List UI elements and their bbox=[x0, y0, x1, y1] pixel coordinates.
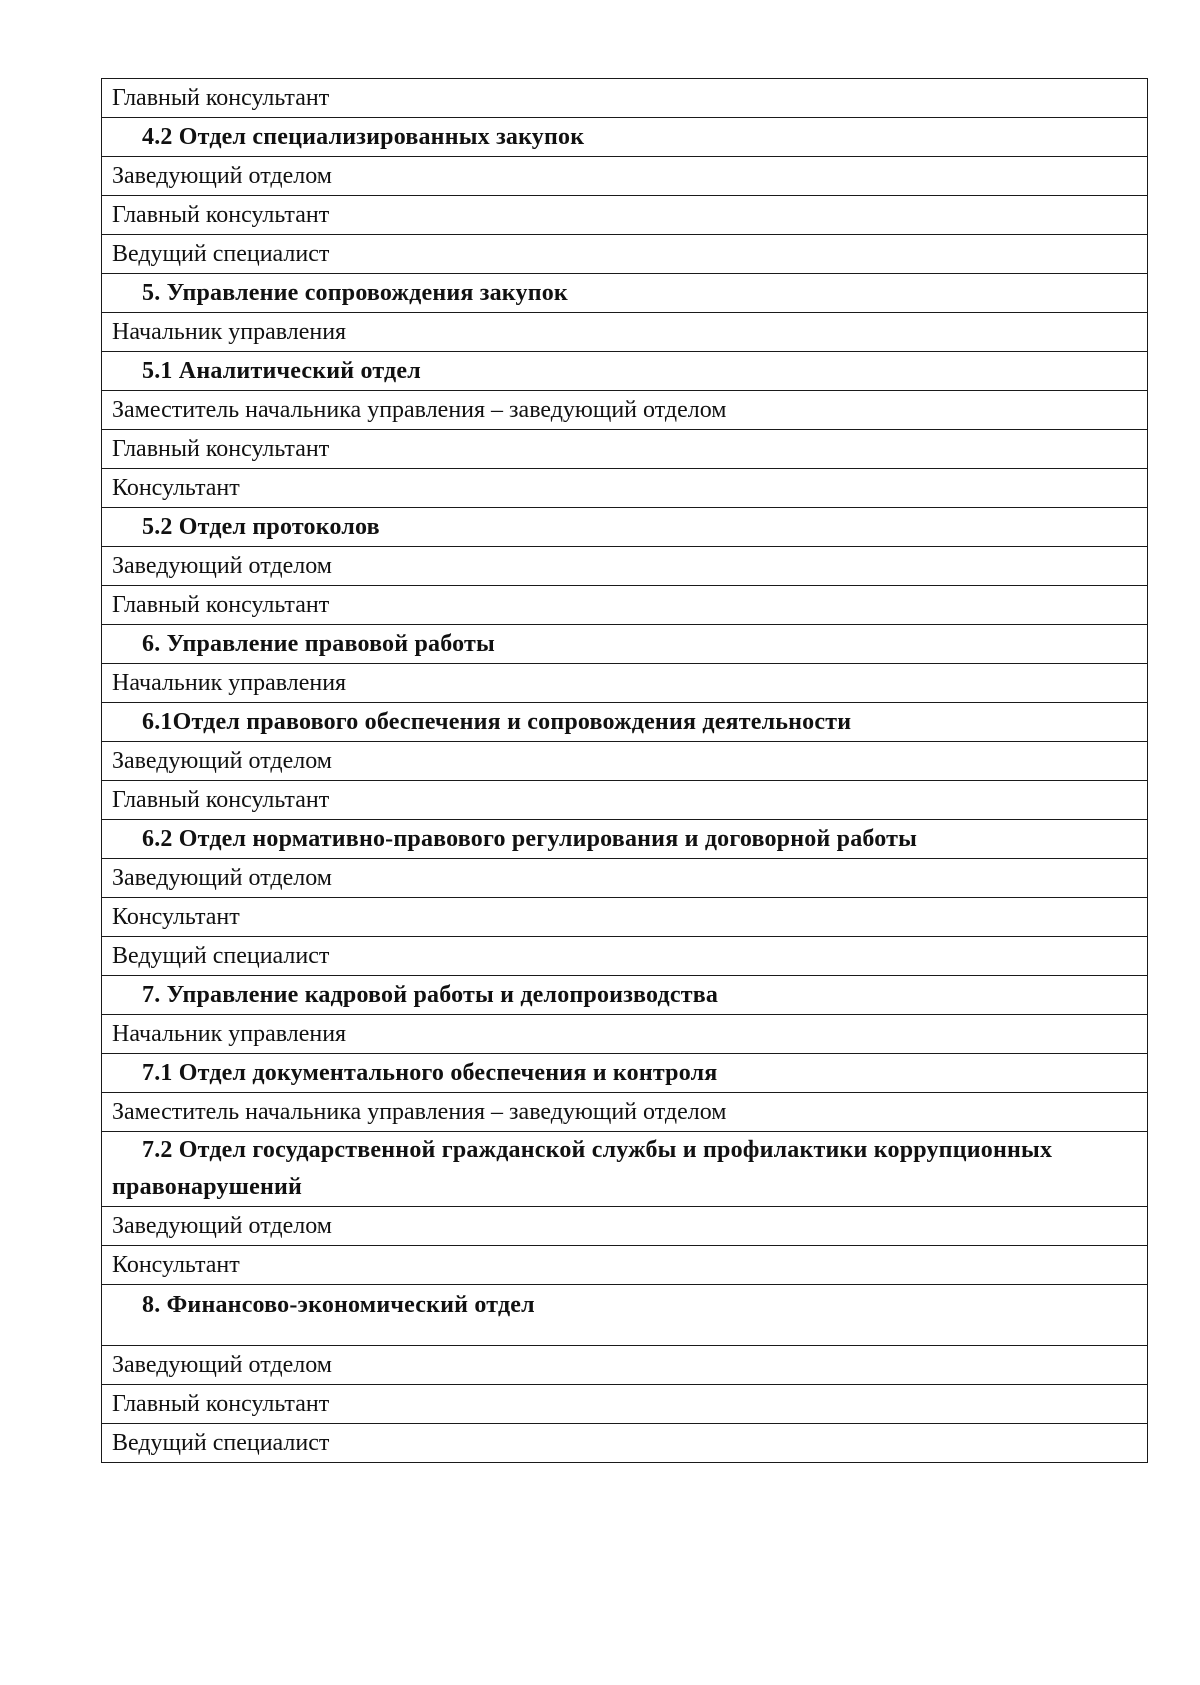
position-cell: Главный консультант bbox=[102, 781, 1148, 820]
position-cell: Главный консультант bbox=[102, 586, 1148, 625]
position-row bbox=[102, 196, 1148, 235]
position-cell: Консультант bbox=[102, 1246, 1148, 1285]
department-heading-cell: 4.2 Отдел специализированных закупок bbox=[102, 118, 1148, 157]
position-row bbox=[102, 235, 1148, 274]
position-cell: Заведующий отделом bbox=[102, 547, 1148, 586]
department-heading-cell: 8. Финансово-экономический отдел bbox=[102, 1285, 1148, 1346]
position-row bbox=[102, 1207, 1148, 1246]
position-cell: Заведующий отделом bbox=[102, 157, 1148, 196]
position-row bbox=[102, 1385, 1148, 1424]
department-heading-row bbox=[102, 1054, 1148, 1093]
position-cell: Заведующий отделом bbox=[102, 859, 1148, 898]
department-heading-cell: 5.1 Аналитический отдел bbox=[102, 352, 1148, 391]
department-heading-row bbox=[102, 625, 1148, 664]
position-cell: Заместитель начальника управления – заведующий отделом bbox=[102, 391, 1148, 430]
position-row bbox=[102, 157, 1148, 196]
position-cell: Главный консультант bbox=[102, 1385, 1148, 1424]
position-row bbox=[102, 742, 1148, 781]
department-heading-cell: 6. Управление правовой работы bbox=[102, 625, 1148, 664]
position-row bbox=[102, 391, 1148, 430]
department-heading-row bbox=[102, 118, 1148, 157]
department-heading-cell: 7. Управление кадровой работы и делопроизводства bbox=[102, 976, 1148, 1015]
position-cell: Заведующий отделом bbox=[102, 742, 1148, 781]
staff-table bbox=[101, 78, 1148, 1463]
position-row bbox=[102, 547, 1148, 586]
department-heading-cell: 7.2 Отдел государственной гражданской службы и профилактики коррупционных правонарушений bbox=[102, 1132, 1148, 1207]
position-cell: Консультант bbox=[102, 898, 1148, 937]
department-heading-row bbox=[102, 352, 1148, 391]
department-heading-cell: 7.1 Отдел документального обеспечения и контроля bbox=[102, 1054, 1148, 1093]
department-heading-row bbox=[102, 508, 1148, 547]
position-cell: Главный консультант bbox=[102, 79, 1148, 118]
position-row bbox=[102, 1346, 1148, 1385]
position-row bbox=[102, 781, 1148, 820]
department-heading-row bbox=[102, 1132, 1148, 1207]
position-row bbox=[102, 313, 1148, 352]
department-heading-cell: 5. Управление сопровождения закупок bbox=[102, 274, 1148, 313]
position-cell: Заведующий отделом bbox=[102, 1346, 1148, 1385]
staff-table-body bbox=[102, 79, 1148, 1463]
department-heading-cell: 6.2 Отдел нормативно-правового регулирования и договорной работы bbox=[102, 820, 1148, 859]
position-row bbox=[102, 1093, 1148, 1132]
department-heading-cell: 6.1Отдел правового обеспечения и сопровождения деятельности bbox=[102, 703, 1148, 742]
department-heading-row bbox=[102, 976, 1148, 1015]
position-cell: Главный консультант bbox=[102, 430, 1148, 469]
position-cell: Главный консультант bbox=[102, 196, 1148, 235]
position-row bbox=[102, 1246, 1148, 1285]
position-row bbox=[102, 586, 1148, 625]
position-cell: Ведущий специалист bbox=[102, 235, 1148, 274]
position-row bbox=[102, 664, 1148, 703]
position-row bbox=[102, 937, 1148, 976]
department-heading-row bbox=[102, 1285, 1148, 1346]
position-row bbox=[102, 79, 1148, 118]
position-cell: Начальник управления bbox=[102, 664, 1148, 703]
position-cell: Заведующий отделом bbox=[102, 1207, 1148, 1246]
position-row bbox=[102, 1015, 1148, 1054]
position-row bbox=[102, 469, 1148, 508]
position-row bbox=[102, 430, 1148, 469]
position-cell: Начальник управления bbox=[102, 313, 1148, 352]
position-cell: Начальник управления bbox=[102, 1015, 1148, 1054]
position-cell: Ведущий специалист bbox=[102, 1424, 1148, 1463]
department-heading-row bbox=[102, 703, 1148, 742]
position-cell: Ведущий специалист bbox=[102, 937, 1148, 976]
position-row bbox=[102, 859, 1148, 898]
position-cell: Заместитель начальника управления – заведующий отделом bbox=[102, 1093, 1148, 1132]
department-heading-row bbox=[102, 820, 1148, 859]
position-row bbox=[102, 1424, 1148, 1463]
position-cell: Консультант bbox=[102, 469, 1148, 508]
position-row bbox=[102, 898, 1148, 937]
department-heading-row bbox=[102, 274, 1148, 313]
department-heading-cell: 5.2 Отдел протоколов bbox=[102, 508, 1148, 547]
